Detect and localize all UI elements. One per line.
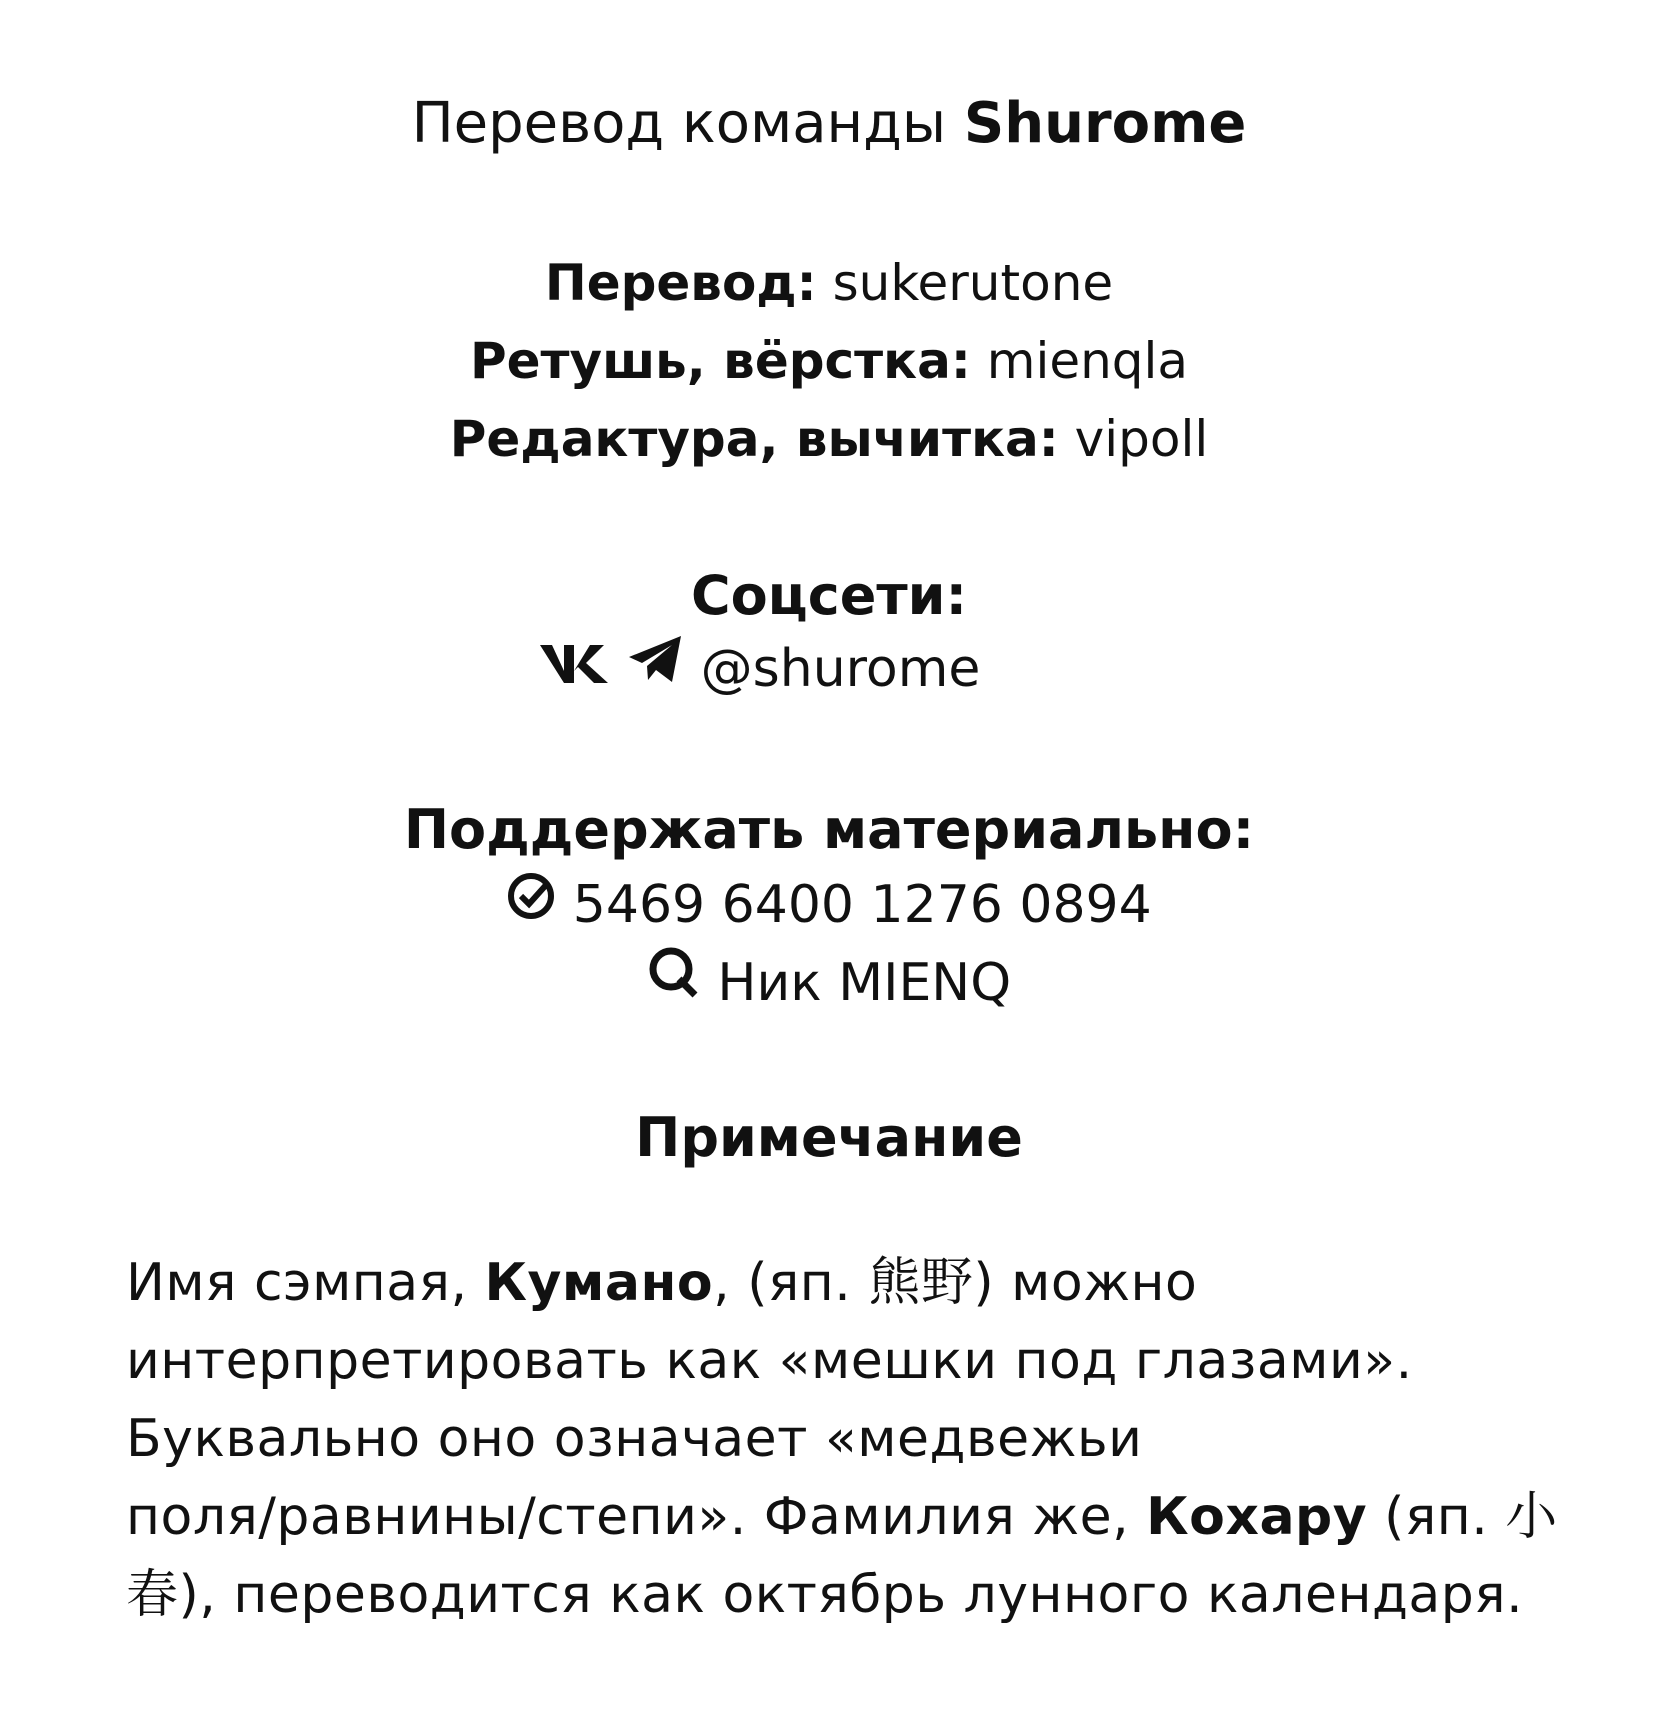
sber-icon [506, 865, 556, 943]
vk-icon [538, 629, 610, 707]
note-name-kumano: Кумано [484, 1253, 714, 1313]
credit-editing [0, 400, 1658, 478]
page-title [0, 84, 1658, 164]
social-title: Соцсети: [690, 564, 968, 627]
nick-row [0, 944, 1658, 1025]
credits-block [0, 244, 1658, 478]
note-line: Буквально оно означает «медвежьи [126, 1409, 1143, 1469]
note-text: поля/равнины/степи». Фамилия же, [126, 1487, 1147, 1547]
social-row [0, 630, 1588, 711]
credit-name: sukerutone [832, 254, 1114, 312]
note-title: Примечание [635, 1106, 1023, 1169]
support-title: Поддержать материально: [403, 798, 1255, 861]
card-row [0, 866, 1658, 947]
note-name-koharu: Кохару [1146, 1487, 1368, 1547]
telegram-icon [626, 629, 684, 707]
note-line [126, 1478, 1558, 1556]
note-line: 春), переводится как октябрь лунного календаря. [126, 1565, 1524, 1625]
nick-text: Ник MIENQ [717, 953, 1012, 1013]
team-name: Shurome [963, 91, 1247, 156]
credit-role: Перевод: [544, 254, 817, 312]
credit-role: Ретушь, вёрстка: [469, 332, 971, 390]
credit-translation [0, 244, 1658, 322]
card-number: 5469 6400 1276 0894 [572, 875, 1152, 935]
note-text: , (яп. 熊野) можно [713, 1253, 1198, 1313]
note-line [126, 1244, 1546, 1322]
title-prefix: Перевод команды [411, 91, 947, 156]
credit-role: Редактура, вычитка: [449, 410, 1059, 468]
credit-name: mienqla [986, 332, 1189, 390]
credit-retouch [0, 322, 1658, 400]
social-handle[interactable]: @shurome [700, 639, 981, 699]
note-body [126, 1244, 1558, 1634]
note-text: (яп. 小 [1367, 1487, 1558, 1547]
qiwi-icon [647, 943, 701, 1021]
credit-name: vipoll [1074, 410, 1209, 468]
note-line: интерпретировать как «мешки под глазами». [126, 1331, 1413, 1391]
note-text: Имя сэмпая, [126, 1253, 485, 1313]
